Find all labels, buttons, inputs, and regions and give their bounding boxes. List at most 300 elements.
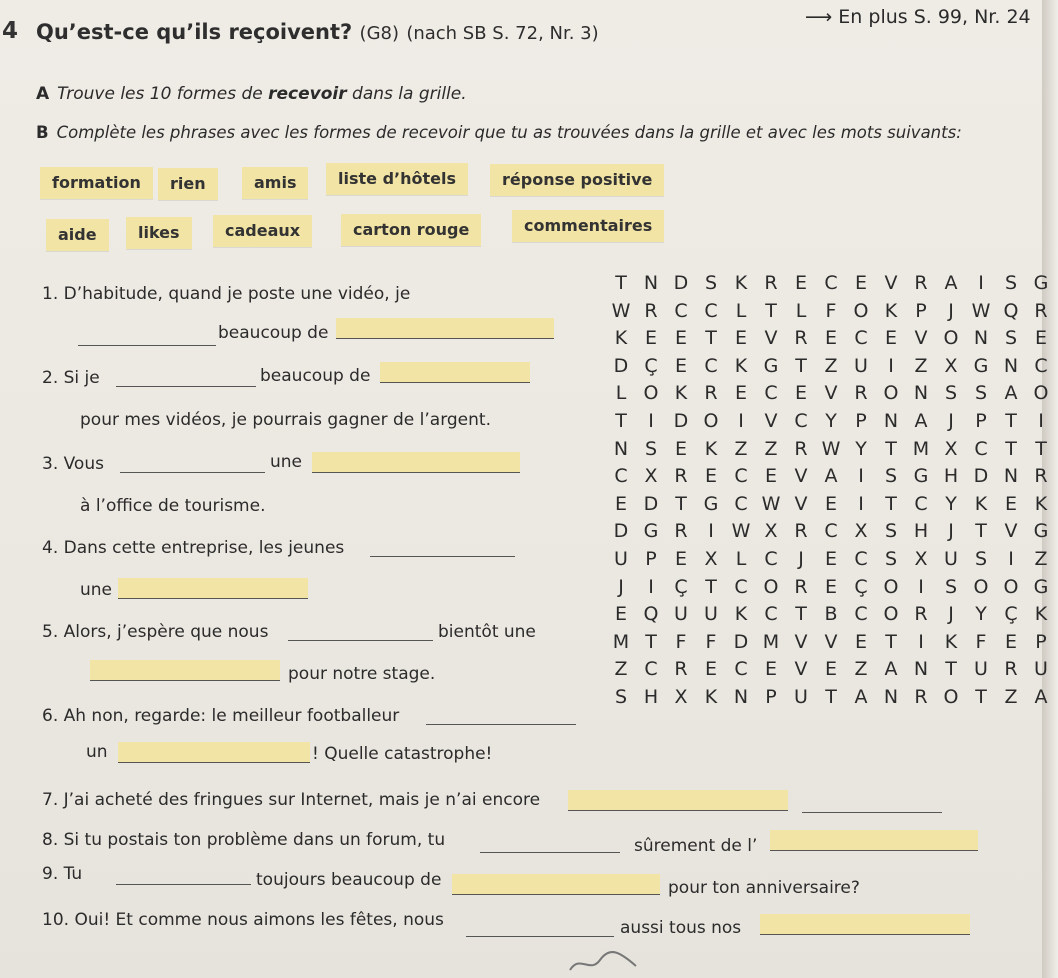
grid-cell[interactable]: Y [855,437,867,460]
grid-cell[interactable]: Ç [854,575,868,598]
grid-cell[interactable]: K [884,299,898,322]
grid-cell[interactable]: E [1004,630,1017,653]
task-a-text-before: Trouve les 10 formes de [57,84,269,104]
sentence-2-start: 2. Si je [42,368,100,388]
grid-cell[interactable]: C [674,299,688,322]
sentence-6-end: ! Quelle catastrophe! [312,744,493,764]
sentence-2-blank-noun[interactable] [380,362,530,383]
arrow-icon: ⟶ [805,6,833,28]
grid-cell[interactable]: P [1035,630,1047,653]
grid-cell[interactable]: C [734,465,748,488]
grid-cell[interactable]: C [734,492,748,515]
word-cadeaux: cadeaux [213,215,312,247]
grid-cell[interactable]: C [764,382,778,405]
grid-cell[interactable]: C [1034,354,1048,377]
grid-cell[interactable]: S [1004,327,1018,350]
grid-cell[interactable]: U [674,603,688,626]
grid-cell[interactable]: S [1004,272,1018,294]
grid-cell[interactable]: E [854,272,867,294]
grid-cell[interactable]: C [704,354,718,377]
grid-cell[interactable]: I [888,354,894,377]
grid-cell[interactable]: W [821,437,841,460]
sentence-9-start: 9. Tu [42,864,83,884]
grid-cell[interactable]: D [613,354,629,377]
grid-cell[interactable]: E [674,547,687,570]
sentence-9-blank-noun[interactable] [452,874,660,895]
grid-cell[interactable]: T [825,685,837,708]
scribble-mark [566,948,646,978]
grid-cell[interactable]: W [611,299,631,322]
grid-cell[interactable]: X [764,520,778,543]
grid-cell[interactable]: G [913,465,929,488]
grid-cell[interactable]: W [971,299,991,322]
grid-cell[interactable]: V [764,409,778,432]
grid-cell[interactable]: C [854,603,868,626]
task-a-letter: A [36,84,50,104]
grid-cell[interactable]: L [795,299,807,322]
grid-cell[interactable]: C [854,327,868,350]
grid-cell[interactable]: O [643,382,659,405]
word-likes: likes [126,217,192,249]
grid-cell[interactable]: A [914,409,928,432]
grid-cell[interactable]: T [885,437,897,460]
word-amis: amis [242,167,308,199]
sentence-5-blank-noun[interactable] [90,660,280,681]
grid-cell[interactable]: O [883,603,899,626]
grid-cell[interactable]: K [944,630,958,653]
grid-cell[interactable]: T [975,685,987,708]
grid-cell[interactable]: E [704,465,717,488]
grid-cell[interactable]: A [1004,382,1018,405]
grid-cell[interactable]: C [764,603,778,626]
word-liste-hotels: liste d’hôtels [326,163,468,195]
grid-cell[interactable]: E [644,327,657,350]
task-b-text: Complète les phrases avec les formes de recevoir que tu as trouvées dans la grille et avec les mots suivants: [56,123,962,142]
sentence-5-end: pour notre stage. [288,664,436,684]
grid-cell[interactable]: K [704,437,718,460]
sentence-4-blank-verb[interactable] [370,556,515,557]
grid-cell[interactable]: R [1034,299,1048,322]
grid-cell[interactable]: L [735,299,747,322]
grid-cell[interactable]: T [765,299,777,322]
task-b [36,123,962,142]
sentence-4-middle: une [80,580,113,600]
grid-cell[interactable]: K [1034,603,1048,626]
grid-cell[interactable]: M [612,630,630,653]
grid-cell[interactable]: T [615,409,627,432]
sentence-1-blank-verb[interactable] [78,345,216,346]
grid-cell[interactable]: J [618,575,624,598]
grid-cell[interactable]: X [914,547,928,570]
grid-cell[interactable]: O [1033,382,1049,405]
sentence-7-start: 7. J’ai acheté des fringues sur Internet, mais je n’ai encore [42,790,541,810]
grid-cell[interactable]: I [738,409,744,432]
grid-cell[interactable]: V [764,327,778,350]
grid-cell[interactable]: N [613,437,629,460]
grid-cell[interactable]: T [975,520,987,543]
grid-cell[interactable]: C [914,492,928,515]
sentence-2-middle: beaucoup de [260,366,371,386]
grid-cell[interactable]: P [915,299,927,322]
grid-cell[interactable]: O [853,299,869,322]
grid-cell[interactable]: G [1033,575,1049,598]
grid-cell[interactable]: E [614,603,627,626]
grid-cell[interactable]: E [1004,492,1017,515]
grid-cell[interactable]: E [824,547,837,570]
grid-cell[interactable]: Z [824,354,838,377]
grid-cell[interactable]: L [735,547,747,570]
grid-cell[interactable]: A [1034,685,1048,708]
sentence-9-blank-verb[interactable] [116,884,251,885]
grid-cell[interactable]: J [798,547,804,570]
grid-cell[interactable]: T [1035,437,1047,460]
grid-cell[interactable]: Y [825,409,837,432]
grid-cell[interactable]: O [943,685,959,708]
grid-cell[interactable]: E [1034,327,1047,350]
sentence-1-middle: beaucoup de [218,323,329,343]
grid-cell[interactable]: U [854,354,868,377]
grid-cell[interactable]: V [884,272,898,294]
grid-cell[interactable]: N [1003,465,1019,488]
grid-cell[interactable]: K [734,272,748,294]
sentence-9-middle: toujours beaucoup de [256,870,442,890]
grid-cell[interactable]: R [704,382,718,405]
sentence-10-blank-noun[interactable] [760,914,970,935]
grid-cell[interactable]: C [614,465,628,488]
grid-cell[interactable]: O [883,382,899,405]
grid-cell[interactable]: V [824,630,838,653]
grid-cell[interactable]: G [1033,520,1049,543]
grid-cell[interactable]: T [705,575,717,598]
grid-cell[interactable]: D [673,409,689,432]
grid-cell[interactable]: N [883,409,899,432]
grid-cell[interactable]: D [973,465,989,488]
sentence-3-blank-verb[interactable] [120,472,265,473]
sentence-5-start: 5. Alors, j’espère que nous [42,622,269,642]
grid-cell[interactable]: O [943,327,959,350]
grid-cell[interactable]: D [643,492,659,515]
grid-cell[interactable]: S [944,575,958,598]
grid-cell[interactable]: E [824,327,837,350]
grid-cell[interactable]: R [914,685,928,708]
grid-cell[interactable]: V [914,327,928,350]
grid-cell[interactable]: X [644,465,658,488]
grid-cell[interactable]: X [854,520,868,543]
grid-cell[interactable]: R [794,437,808,460]
sentence-6-blank-verb[interactable] [426,724,576,725]
word-carton-rouge: carton rouge [341,214,481,246]
grid-cell[interactable]: K [974,492,988,515]
grid-cell[interactable]: T [1005,437,1017,460]
grid-cell[interactable]: S [704,272,718,294]
grid-cell[interactable]: C [764,547,778,570]
grid-cell[interactable]: S [884,547,898,570]
grid-cell[interactable]: V [1004,520,1018,543]
grid-cell[interactable]: Q [643,603,659,626]
grid-cell[interactable]: R [674,520,688,543]
grid-cell[interactable]: K [674,382,688,405]
grid-cell[interactable]: E [734,327,747,350]
grid-cell[interactable]: V [794,465,808,488]
grid-cell[interactable]: R [1004,658,1018,681]
grid-cell[interactable]: D [613,520,629,543]
sentence-10-middle: aussi tous nos [620,918,742,938]
grid-cell[interactable]: Z [914,354,928,377]
grid-cell[interactable]: C [704,299,718,322]
grid-cell[interactable]: F [675,630,687,653]
word-aide: aide [46,219,109,251]
grid-cell[interactable]: B [824,603,838,626]
word-search-grid[interactable] [606,270,1056,712]
grid-cell[interactable]: G [703,492,719,515]
grid-cell[interactable]: Ç [644,354,658,377]
grid-cell[interactable]: Z [854,658,868,681]
grid-cell[interactable]: R [794,327,808,350]
grid-cell[interactable]: S [974,382,988,405]
grid-cell[interactable]: U [614,547,628,570]
grid-cell[interactable]: C [974,437,988,460]
grid-cell[interactable]: U [704,603,718,626]
grid-cell[interactable]: I [648,409,654,432]
sentence-8-blank-noun[interactable] [770,830,978,851]
grid-cell[interactable]: T [945,658,957,681]
grid-cell[interactable]: N [733,685,749,708]
grid-cell[interactable]: K [1034,492,1048,515]
grid-cell[interactable]: E [794,272,807,294]
sentence-6-middle: un [86,742,108,762]
grid-cell[interactable]: K [704,685,718,708]
grid-cell[interactable]: I [708,520,714,543]
grid-cell[interactable]: K [614,327,628,350]
grid-cell[interactable]: J [948,520,954,543]
grid-cell[interactable]: E [824,658,837,681]
grid-cell[interactable]: R [794,575,808,598]
exercise-number: 4 [2,18,19,44]
grid-cell[interactable]: T [795,603,807,626]
grid-cell[interactable]: S [884,465,898,488]
grid-cell[interactable]: R [764,272,778,294]
grid-cell[interactable]: E [674,354,687,377]
grid-cell[interactable]: E [674,327,687,350]
grid-cell[interactable]: P [645,547,657,570]
grid-cell[interactable]: E [614,492,627,515]
sentence-4-blank-noun[interactable] [118,578,308,599]
grid-cell[interactable]: U [944,547,958,570]
grid-cell[interactable]: Z [614,658,628,681]
grid-cell[interactable]: R [1034,465,1048,488]
sentence-1-blank-noun[interactable] [336,318,554,339]
sentence-3-blank-noun[interactable] [312,452,520,473]
grid-cell[interactable]: A [944,272,958,294]
sentence-8-blank-verb[interactable] [480,852,620,853]
grid-cell[interactable]: N [1003,354,1019,377]
grid-cell[interactable]: E [824,492,837,515]
grid-cell[interactable]: R [914,272,928,294]
grid-cell[interactable]: W [761,492,781,515]
extra-reference [805,6,1031,28]
grid-cell[interactable]: R [674,465,688,488]
grid-cell[interactable]: T [885,492,897,515]
grid-cell[interactable]: R [794,520,808,543]
grid-cell[interactable]: I [918,575,924,598]
grid-cell[interactable]: E [794,382,807,405]
grid-cell[interactable]: C [644,658,658,681]
grid-cell[interactable]: O [883,575,899,598]
grid-cell[interactable]: I [648,575,654,598]
grid-cell[interactable]: T [1005,409,1017,432]
grid-cell[interactable]: S [974,547,988,570]
grid-cell[interactable]: G [973,354,989,377]
sentence-5-blank-verb[interactable] [288,640,433,641]
grid-cell[interactable]: E [704,658,717,681]
grid-cell[interactable]: P [855,409,867,432]
grid-cell[interactable]: T [795,354,807,377]
sentence-8-middle: sûrement de l’ [634,836,758,856]
grid-cell[interactable]: T [645,630,657,653]
grid-cell[interactable]: G [763,354,779,377]
grid-cell[interactable]: C [854,547,868,570]
grid-cell[interactable]: M [912,437,930,460]
grid-cell[interactable]: U [1034,658,1048,681]
grid-cell[interactable]: I [978,272,984,294]
grid-cell[interactable]: I [858,465,864,488]
word-reponse-positive: réponse positive [490,164,664,196]
grid-cell[interactable]: G [643,520,659,543]
grid-cell[interactable]: G [1033,272,1049,294]
sentence-7-blank-verb[interactable] [568,790,788,811]
grid-cell[interactable]: V [794,658,808,681]
grid-cell[interactable]: P [975,409,987,432]
grid-cell[interactable]: Z [734,437,748,460]
grid-cell[interactable]: E [824,575,837,598]
grid-cell[interactable]: J [948,603,954,626]
sentence-6-start: 6. Ah non, regarde: le meilleur footballeur [42,706,400,726]
grid-cell[interactable]: F [975,630,987,653]
grid-cell[interactable]: N [883,685,899,708]
grid-cell[interactable]: S [614,685,628,708]
grid-cell[interactable]: R [914,603,928,626]
sentence-3-middle: une [270,452,303,472]
grid-cell[interactable]: A [884,658,898,681]
grid-cell[interactable]: Z [764,437,778,460]
grid-cell[interactable]: A [854,685,868,708]
grid-cell[interactable]: T [705,327,717,350]
grid-cell[interactable]: O [763,575,779,598]
grid-cell[interactable]: E [764,658,777,681]
grid-cell[interactable]: R [854,382,868,405]
grid-cell[interactable]: O [973,575,989,598]
grid-cell[interactable]: L [615,382,627,405]
grid-cell[interactable]: X [944,354,958,377]
grid-cell[interactable]: P [765,685,777,708]
sentence-10-start: 10. Oui! Et comme nous aimons les fêtes, nous [42,910,444,930]
grid-cell[interactable]: I [918,630,924,653]
grid-cell[interactable]: A [824,465,838,488]
grid-cell[interactable]: U [794,685,808,708]
grid-cell[interactable]: S [944,382,958,405]
grid-cell[interactable]: J [948,299,954,322]
grid-cell[interactable]: T [675,492,687,515]
grid-cell[interactable]: R [674,658,688,681]
grid-cell[interactable]: V [824,382,838,405]
grid-cell[interactable]: M [762,630,780,653]
grid-cell[interactable]: C [824,520,838,543]
grid-cell[interactable]: Ç [1004,603,1018,626]
grid-cell[interactable]: C [794,409,808,432]
grid-cell[interactable]: H [643,685,659,708]
grid-cell[interactable]: H [913,520,929,543]
sentence-10-blank-verb[interactable] [466,936,614,937]
grid-cell[interactable]: X [674,685,688,708]
grid-cell[interactable]: N [913,382,929,405]
grid-cell[interactable]: F [705,630,717,653]
grid-cell[interactable]: K [734,354,748,377]
grid-cell[interactable]: D [733,630,749,653]
task-a [36,84,467,104]
grid-cell[interactable]: I [1038,409,1044,432]
grid-cell[interactable]: C [734,575,748,598]
grid-cell[interactable]: E [674,437,687,460]
word-commentaires: commentaires [512,210,664,242]
grid-cell[interactable]: S [644,437,658,460]
grid-cell[interactable]: E [764,465,777,488]
sentence-7-blank-noun[interactable] [802,812,942,813]
grid-cell[interactable]: Z [1034,547,1048,570]
grid-cell[interactable]: T [885,630,897,653]
grid-cell[interactable]: Ç [674,575,688,598]
sentence-2-blank-verb[interactable] [116,386,256,387]
sentence-2-end: pour mes vidéos, je pourrais gagner de l’argent. [80,410,491,430]
grid-cell[interactable]: N [973,327,989,350]
grid-cell[interactable]: R [644,299,658,322]
grid-cell[interactable]: Y [975,603,987,626]
grid-cell[interactable]: N [643,272,659,294]
grid-cell[interactable]: X [944,437,958,460]
grid-cell[interactable]: E [854,630,867,653]
sentence-9-end: pour ton anniversaire? [668,878,860,898]
textbook-reference: (nach SB S. 72, Nr. 3) [406,23,599,44]
grid-cell[interactable]: Y [945,492,957,515]
grid-cell[interactable]: O [1003,575,1019,598]
word-rien: rien [158,168,218,200]
grid-cell[interactable]: I [1008,547,1014,570]
grid-cell[interactable]: S [884,520,898,543]
grid-cell[interactable]: E [884,327,897,350]
grid-cell[interactable]: U [974,658,988,681]
grammar-code: (G8) [359,23,399,44]
grid-cell[interactable]: V [794,630,808,653]
grid-cell[interactable]: O [703,409,719,432]
grid-cell[interactable]: Q [1003,299,1019,322]
grid-cell[interactable]: N [913,658,929,681]
grid-cell[interactable]: T [615,272,627,294]
grid-cell[interactable]: C [824,272,838,294]
grid-cell[interactable]: F [825,299,837,322]
grid-cell[interactable]: V [794,492,808,515]
grid-cell[interactable]: X [704,547,718,570]
grid-cell[interactable]: W [731,520,751,543]
sentence-6-blank-noun[interactable] [118,742,310,763]
grid-cell[interactable]: E [734,382,747,405]
grid-cell[interactable]: K [734,603,748,626]
grid-cell[interactable]: Z [1004,685,1018,708]
grid-cell[interactable]: C [734,658,748,681]
sentence-8-start: 8. Si tu postais ton problème dans un forum, tu [42,830,446,850]
grid-cell[interactable]: H [943,465,959,488]
grid-cell[interactable]: I [858,492,864,515]
grid-cell[interactable]: J [948,409,954,432]
grid-cell[interactable]: D [673,272,689,294]
